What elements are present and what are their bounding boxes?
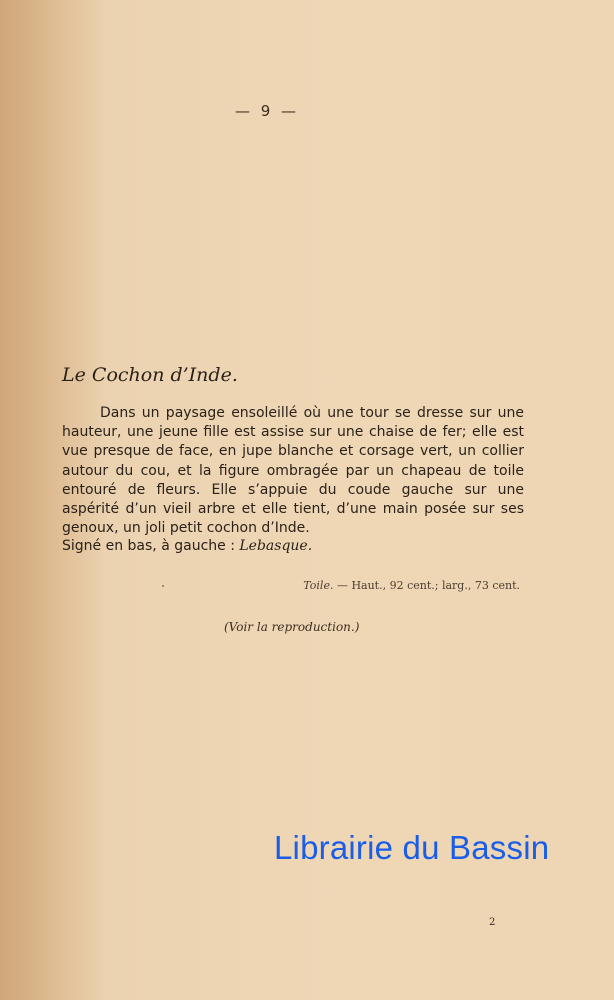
- artwork-description: Dans un paysage ensoleillé où une tour se dresse sur une hauteur, une jeune fille est assise sur une chaise de fer; elle est vue presque de face, en jupe blanche et corsage vert, un collier autour du cou, et la figure ombragée par un chapeau de toile entouré de fleurs. Elle s’appuie du coude gauche sur une aspérité d’un vieil arbre et elle tient, d’une main posée sur ses genoux, un joli petit cochon d’Inde.: [62, 405, 524, 537]
- signature-name: Lebasque.: [239, 538, 313, 554]
- book-gutter: [0, 0, 66, 1000]
- dimensions-details: — Haut., 92 cent.; larg., 73 cent.: [336, 579, 520, 592]
- paper-speck: [162, 585, 164, 587]
- signature-line: [62, 538, 312, 554]
- reproduction-reference: (Voir la reproduction.): [224, 620, 360, 634]
- artwork-title: Le Cochon d’Inde.: [62, 364, 238, 386]
- artwork-dimensions: [303, 579, 520, 592]
- page-number: — 9 —: [234, 102, 300, 120]
- printer-signature-mark: 2: [489, 917, 496, 928]
- dimensions-medium: Toile.: [303, 579, 334, 592]
- book-page: [62, 0, 614, 1000]
- bookseller-watermark: Librairie du Bassin: [274, 829, 550, 866]
- signature-prefix: Signé en bas, à gauche :: [62, 538, 235, 554]
